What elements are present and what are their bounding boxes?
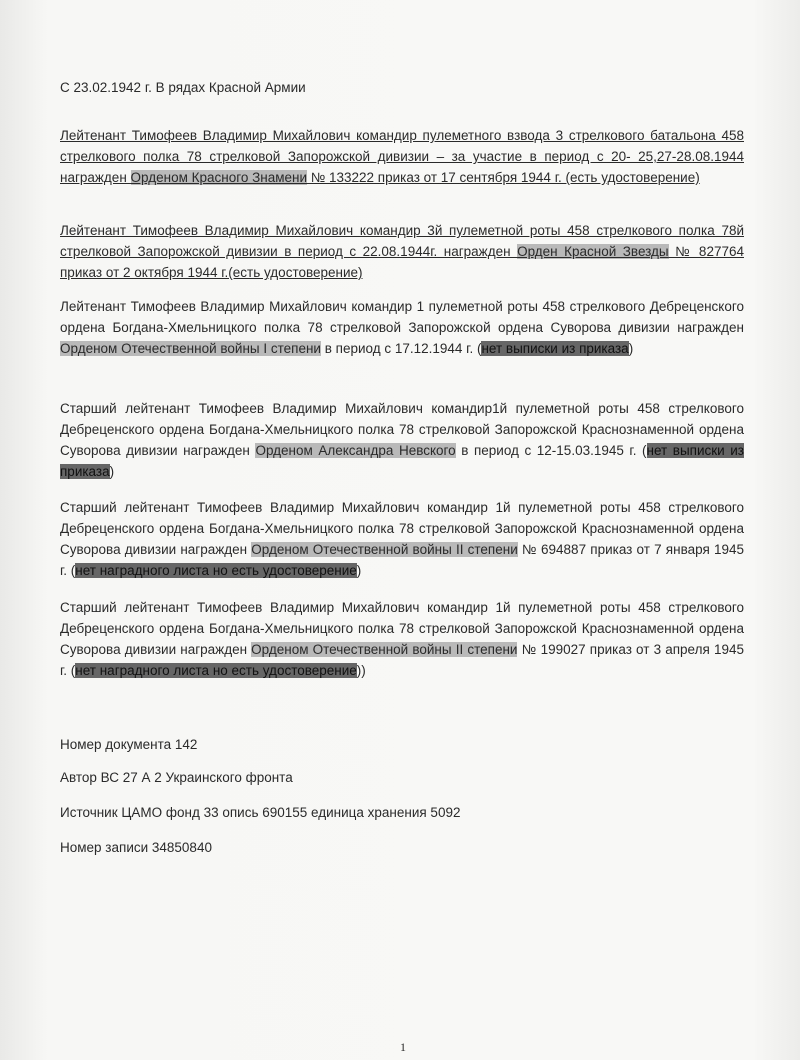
award-name: Орденом Отечественной войны II степени xyxy=(251,642,518,657)
record-text: Старший лейтенант Тимофеев Владимир Михайлович командир1й пулеметной роты 458 стрелкового Дебреценского ордена Богдана-Хмельницкого полка 78 стрелковой Запорожской Краснознаменной ордена Суворова дивизии награжден xyxy=(60,401,744,458)
record-text: Лейтенант Тимофеев Владимир Михайлович командир 3й пулеметной роты 458 стрелкового полка 78й стрелковой Запорожской дивизии в период с 22.08.1944г. награжден xyxy=(60,223,744,259)
redacted-note: нет наградного листа но есть удостоверение xyxy=(75,663,357,678)
award-record-6 xyxy=(60,597,744,681)
record-text: Лейтенант Тимофеев Владимир Михайлович командир 1 пулеметной роты 458 стрелкового Дебреценского ордена Богдана-Хмельницкого полка 78 стрелковой Запорожской ордена Суворова дивизии награжден xyxy=(60,299,744,335)
document-number: Номер документа 142 xyxy=(60,737,198,752)
award-record-4 xyxy=(60,398,744,482)
record-text-close: ) xyxy=(628,341,634,356)
award-name: Орденом Красного Знамени xyxy=(130,170,307,185)
award-name: Орденом Отечественной войны I степени xyxy=(60,341,321,356)
record-text-tail: в период с 12-15.03.1945 г. ( xyxy=(455,443,647,458)
record-number: Номер записи 34850840 xyxy=(60,840,212,855)
record-text-tail: № 827764 приказ от 2 октября 1944 г.(есть удостоверение) xyxy=(60,244,744,280)
redacted-note: нет выписки из приказа xyxy=(481,341,629,356)
record-text-close: ) xyxy=(356,563,362,578)
award-record-5 xyxy=(60,497,744,581)
record-text-tail: № 133222 приказ от 17 сентября 1944 г. (есть удостоверение) xyxy=(307,170,700,185)
record-text: Старший лейтенант Тимофеев Владимир Михайлович командир 1й пулеметной роты 458 стрелкового Дебреценского ордена Богдана-Хмельницкого полка 78 стрелковой Запорожской Краснознаменной ордена Суворова дивизии награжден xyxy=(60,500,744,557)
award-record-2 xyxy=(60,220,744,283)
document-author: Автор ВС 27 А 2 Украинского фронта xyxy=(60,770,293,785)
award-record-3 xyxy=(60,296,744,359)
record-text-tail: № 199027 приказ от 3 апреля 1945 г. ( xyxy=(60,642,744,678)
record-text-close: ) xyxy=(109,464,115,479)
record-text: Лейтенант Тимофеев Владимир Михайлович командир пулеметного взвода 3 стрелкового батальона 458 стрелкового полка 78 стрелковой Запорожской дивизии – за участие в период с 20- 25,27-28.08.1944 награжден xyxy=(60,128,744,185)
award-name: Орденом Отечественной войны II степени xyxy=(251,542,518,557)
record-text-tail: № 694887 приказ от 7 января 1945 г. ( xyxy=(60,542,744,578)
award-name: Орден Красной Звезды xyxy=(517,244,669,259)
award-name: Орденом Александра Невского xyxy=(255,443,456,458)
service-start-heading: С 23.02.1942 г. В рядах Красной Армии xyxy=(60,80,306,95)
page-number: 1 xyxy=(400,1040,406,1054)
document-source: Источник ЦАМО фонд 33 опись 690155 единица хранения 5092 xyxy=(60,805,461,820)
record-text: Старший лейтенант Тимофеев Владимир Михайлович командир 1й пулеметной роты 458 стрелкового Дебреценского ордена Богдана-Хмельницкого полка 78 стрелковой Запорожской Краснознаменной ордена Суворова дивизии награжден xyxy=(60,600,744,657)
award-record-1 xyxy=(60,125,744,188)
redacted-note: нет наградного листа но есть удостоверение xyxy=(75,563,357,578)
record-text-close: )) xyxy=(356,663,366,678)
record-text-tail: в период с 17.12.1944 г. ( xyxy=(320,341,482,356)
redacted-note: нет выписки из приказа xyxy=(60,443,744,479)
